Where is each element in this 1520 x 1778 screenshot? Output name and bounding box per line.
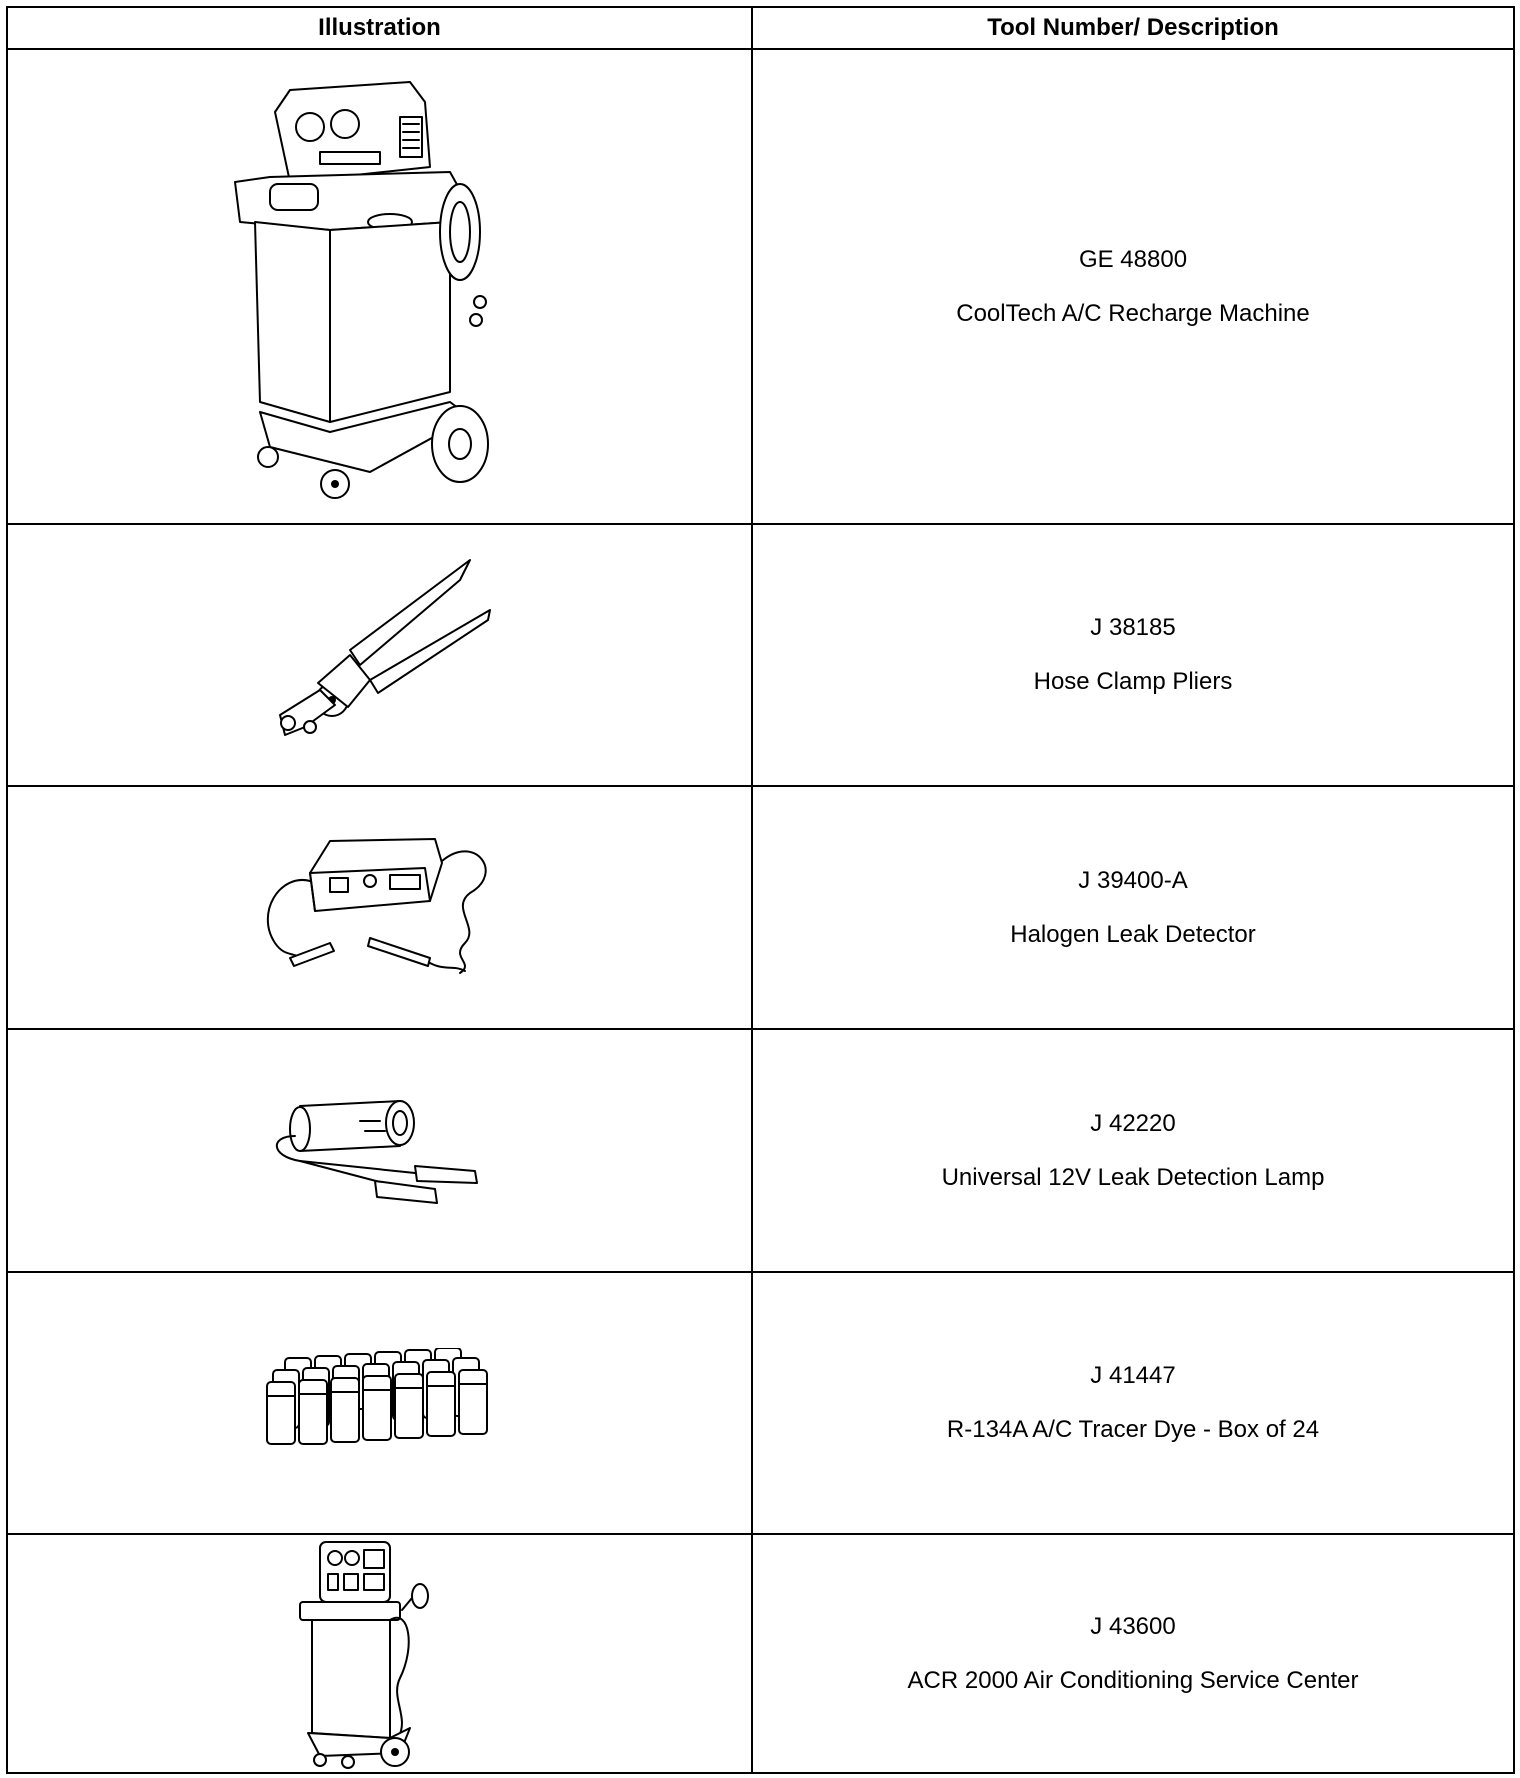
tool-description: Universal 12V Leak Detection Lamp: [941, 1163, 1325, 1191]
tool-description: Hose Clamp Pliers: [1033, 668, 1233, 695]
tool-row: [7, 49, 1514, 524]
illustration-cell: [7, 1029, 752, 1272]
illustration-cell: [7, 1272, 752, 1534]
illustration-cell: [7, 786, 752, 1029]
tool-row: [7, 786, 1514, 1029]
illustration-cell: [7, 49, 752, 524]
tool-number: J 39400-A: [1078, 866, 1188, 894]
tool-number: GE 48800: [1078, 245, 1188, 273]
tool-number: J 43600: [1090, 1612, 1176, 1640]
tool-description: CoolTech A/C Recharge Machine: [956, 299, 1310, 327]
description-cell: [752, 1029, 1514, 1272]
description-header: Tool Number/ Description: [752, 7, 1514, 49]
leak-detection-lamp-illustration: [265, 1091, 495, 1211]
header-row: [7, 7, 1514, 49]
tool-row: [7, 524, 1514, 786]
description-cell: [752, 1272, 1514, 1534]
recharge-machine-illustration: [220, 72, 540, 502]
special-tools-table: [6, 6, 1515, 1774]
tool-description: R-134A A/C Tracer Dye - Box of 24: [946, 1416, 1320, 1443]
description-cell: [752, 1534, 1514, 1773]
description-cell: [752, 49, 1514, 524]
description-cell: [752, 524, 1514, 786]
tool-description: Halogen Leak Detector: [1010, 920, 1256, 948]
tracer-dye-bottles-illustration: [265, 1348, 495, 1458]
tool-description: ACR 2000 Air Conditioning Service Center: [907, 1666, 1359, 1694]
tool-row: [7, 1029, 1514, 1272]
tool-number: J 38185: [1090, 614, 1176, 641]
illustration-cell: [7, 524, 752, 786]
service-center-illustration: [290, 1538, 470, 1770]
illustration-cell: [7, 1534, 752, 1773]
hose-clamp-pliers-illustration: [260, 555, 500, 755]
illustration-header: Illustration: [7, 7, 752, 49]
leak-detector-illustration: [260, 833, 500, 983]
tool-number: J 42220: [1090, 1109, 1176, 1137]
tool-row: [7, 1272, 1514, 1534]
tool-number: J 41447: [1090, 1362, 1176, 1389]
tool-row: [7, 1534, 1514, 1773]
description-cell: [752, 786, 1514, 1029]
